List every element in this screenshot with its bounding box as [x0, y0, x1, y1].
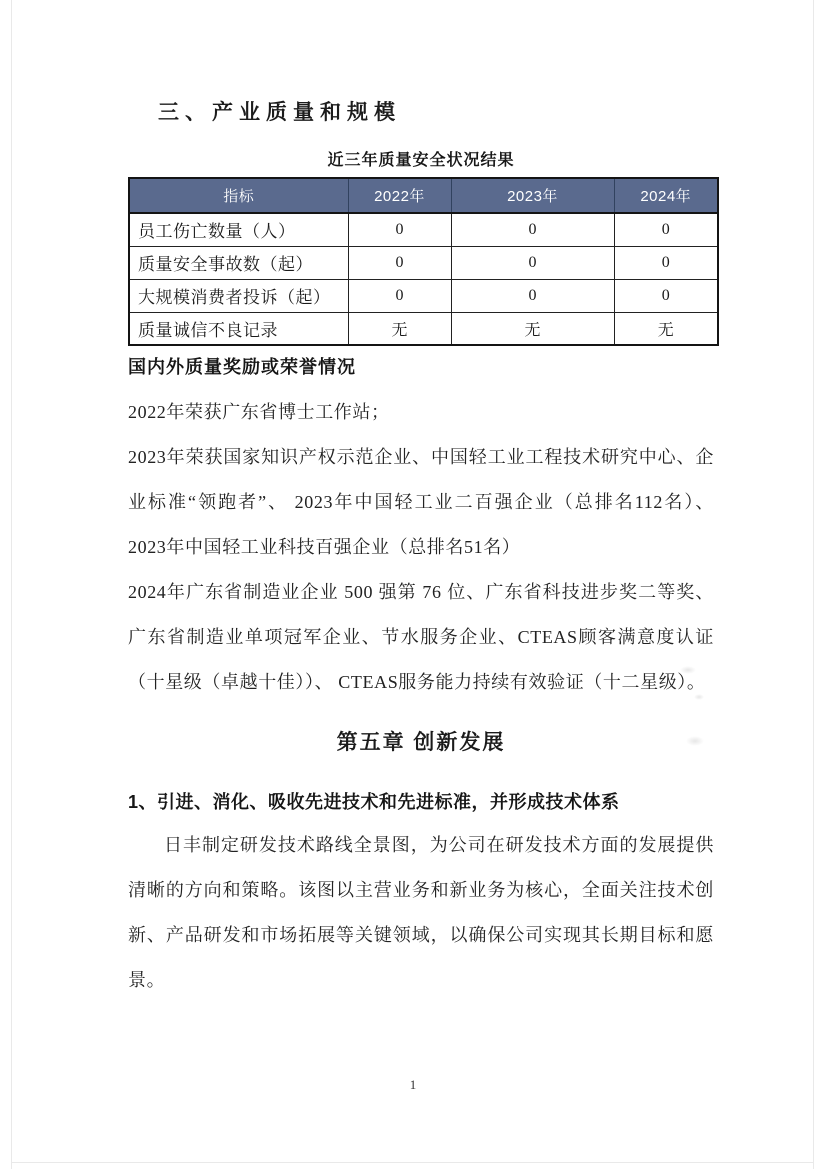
quality-safety-table — [128, 177, 719, 346]
table-title: 近三年质量安全状况结果 — [327, 152, 515, 169]
body-paragraph: 日丰制定研发技术路线全景图，为公司在研发技术方面的发展提供清晰的方向和策略。该图以主营业务和新业务为核心，全面关注技术创新、产品研发和市场拓展等关键领域，以确保公司实现其长期目标和愿景。 — [128, 835, 714, 990]
scan-edge-right — [813, 0, 814, 1169]
row-value: 0 — [451, 246, 614, 279]
table-header-2022: 2022年 — [348, 178, 451, 213]
award-paragraph-2022: 2022年荣获广东省博士工作站； — [128, 402, 390, 422]
row-value: 无 — [614, 312, 718, 345]
page-content — [128, 0, 714, 1003]
table-row — [129, 279, 718, 312]
row-label: 员工伤亡数量（人） — [129, 213, 348, 246]
table-row — [129, 246, 718, 279]
awards-heading: 国内外质量奖励或荣誉情况 — [128, 357, 356, 377]
row-value: 0 — [348, 213, 451, 246]
row-value: 0 — [348, 246, 451, 279]
row-value: 0 — [451, 213, 614, 246]
row-value: 0 — [614, 246, 718, 279]
row-label: 质量安全事故数（起） — [129, 246, 348, 279]
table-header-2024: 2024年 — [614, 178, 718, 213]
row-value: 无 — [348, 312, 451, 345]
award-paragraph-2023: 2023年荣获国家知识产权示范企业、中国轻工业工程技术研究中心、企业标准“领跑者”、 2023年中国轻工业二百强企业（总排名112名）、 2023年中国轻工业科技百强企业（总排名51名） — [128, 447, 714, 557]
table-row — [129, 312, 718, 345]
chapter-heading: 第五章 创新发展 — [336, 731, 506, 754]
subsection-heading: 1、引进、消化、吸收先进技术和先进标准，并形成技术体系 — [128, 792, 620, 812]
table-header-indicator: 指标 — [129, 178, 348, 213]
row-label: 大规模消费者投诉（起） — [129, 279, 348, 312]
section-heading: 三、产业质量和规模 — [158, 101, 401, 124]
page-number: 1 — [409, 1077, 417, 1092]
award-paragraph-2024: 2024年广东省制造业企业 500 强第 76 位、广东省科技进步奖二等奖、广东省制造业单项冠军企业、节水服务企业、CTEAS顾客满意度认证（十星级（卓越十佳））、 CTEAS服务能力持续有效验证（十二星级）。 — [128, 582, 714, 692]
table-header-2023: 2023年 — [451, 178, 614, 213]
scan-edge-left — [11, 0, 12, 1169]
row-value: 0 — [614, 279, 718, 312]
table-row — [129, 213, 718, 246]
table-header-row — [129, 178, 718, 213]
row-value: 0 — [614, 213, 718, 246]
row-value: 0 — [348, 279, 451, 312]
scan-edge-bottom — [11, 1162, 814, 1163]
row-value: 无 — [451, 312, 614, 345]
row-label: 质量诚信不良记录 — [129, 312, 348, 345]
row-value: 0 — [451, 279, 614, 312]
